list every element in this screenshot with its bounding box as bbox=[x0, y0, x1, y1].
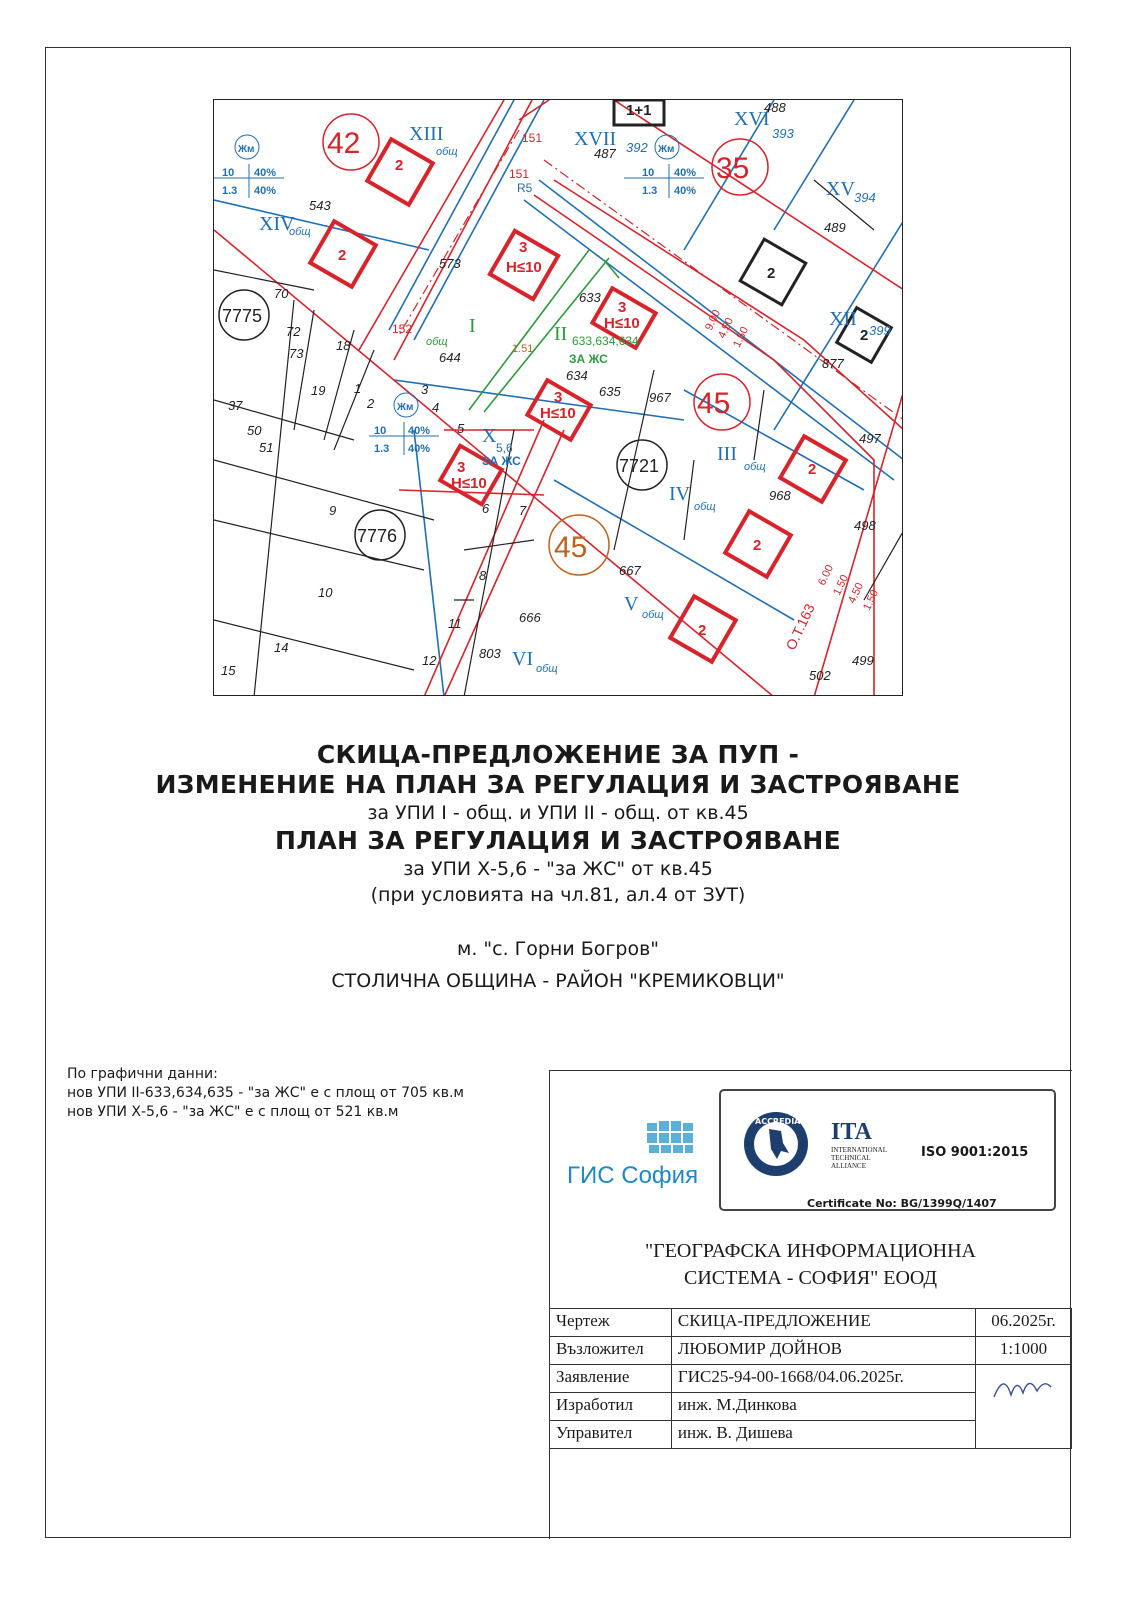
svg-text:633,634,634: 633,634,634 bbox=[572, 334, 639, 348]
svg-text:общ: общ bbox=[426, 336, 448, 348]
svg-text:399: 399 bbox=[869, 323, 891, 338]
company-name: "ГЕОГРАФСКА ИНФОРМАЦИОННА СИСТЕМА - СОФИЯ" ЕООД bbox=[644, 1240, 976, 1289]
svg-text:9.00: 9.00 bbox=[703, 307, 724, 333]
svg-text:5: 5 bbox=[457, 421, 465, 436]
svg-text:3: 3 bbox=[421, 382, 429, 397]
drawing-title-block bbox=[549, 1070, 1072, 1539]
svg-text:1.50: 1.50 bbox=[731, 324, 752, 350]
svg-text:667: 667 bbox=[619, 563, 641, 578]
drawing-info-table bbox=[549, 1308, 1072, 1449]
svg-text:общ: общ bbox=[744, 461, 766, 473]
svg-text:общ: общ bbox=[694, 501, 716, 513]
svg-text:Н≤10: Н≤10 bbox=[451, 475, 487, 492]
upi-vi: VI bbox=[512, 648, 534, 670]
prepared-label: Изработил bbox=[550, 1393, 672, 1421]
svg-text:Жм: Жм bbox=[658, 144, 675, 155]
svg-text:12: 12 bbox=[422, 653, 437, 668]
grid-globe-icon bbox=[647, 1121, 693, 1153]
svg-text:10: 10 bbox=[642, 167, 655, 179]
iso-label: ISO 9001:2015 bbox=[921, 1145, 1029, 1160]
zone-indicator-3 bbox=[369, 393, 439, 455]
accredia-seal-icon bbox=[741, 1109, 811, 1179]
svg-text:10: 10 bbox=[318, 585, 333, 600]
svg-text:11: 11 bbox=[448, 616, 462, 631]
upi-iv: IV bbox=[669, 483, 691, 505]
svg-text:3: 3 bbox=[457, 459, 466, 476]
certificate-number: Certificate No: BG/1399Q/1407 bbox=[807, 1197, 997, 1210]
drawing-label: Чертеж bbox=[550, 1309, 672, 1337]
svg-text:1.3: 1.3 bbox=[374, 443, 390, 455]
svg-text:635: 635 bbox=[599, 384, 621, 399]
svg-text:R5: R5 bbox=[517, 181, 533, 195]
svg-text:72: 72 bbox=[286, 324, 301, 339]
svg-text:1+1: 1+1 bbox=[626, 102, 652, 119]
svg-text:4: 4 bbox=[432, 400, 440, 415]
svg-text:499: 499 bbox=[852, 653, 874, 668]
svg-text:Жм: Жм bbox=[238, 144, 255, 155]
svg-text:877: 877 bbox=[822, 356, 844, 371]
svg-text:3: 3 bbox=[618, 299, 627, 316]
signature-icon bbox=[989, 1367, 1059, 1407]
svg-text:634: 634 bbox=[566, 368, 588, 383]
upi-xii: XII bbox=[829, 308, 857, 330]
svg-text:Жм: Жм bbox=[397, 402, 414, 413]
block-35: 35 bbox=[716, 152, 750, 185]
svg-text:10: 10 bbox=[222, 167, 235, 179]
upi-xiv: XIV bbox=[259, 213, 295, 235]
svg-text:70: 70 bbox=[274, 286, 289, 301]
graphic-data-line-2: нов УПИ Х-5,6 - "за ЖС" е с площ от 521 кв.м bbox=[67, 1104, 399, 1120]
svg-text:51: 51 bbox=[259, 440, 274, 455]
svg-text:502: 502 bbox=[809, 668, 831, 683]
title-line-1: СКИЦА-ПРЕДЛОЖЕНИЕ ЗА ПУП - bbox=[316, 740, 800, 769]
svg-text:394: 394 bbox=[854, 190, 876, 205]
svg-text:общ: общ bbox=[436, 146, 458, 158]
svg-text:2: 2 bbox=[395, 157, 404, 174]
client-label: Възложител bbox=[550, 1337, 672, 1365]
svg-text:489: 489 bbox=[824, 220, 846, 235]
svg-text:2: 2 bbox=[767, 265, 776, 282]
svg-text:6: 6 bbox=[482, 501, 490, 516]
manager-label: Управител bbox=[550, 1421, 672, 1449]
title-line-5: за УПИ Х-5,6 - "за ЖС" от кв.45 bbox=[403, 858, 713, 880]
svg-text:1.3: 1.3 bbox=[222, 185, 238, 197]
svg-text:9: 9 bbox=[329, 503, 337, 518]
svg-text:392: 392 bbox=[626, 140, 648, 155]
upi-i: I bbox=[469, 315, 476, 337]
svg-text:2: 2 bbox=[808, 461, 817, 478]
signature-cell bbox=[976, 1365, 1072, 1449]
drawing-scale: 1:1000 bbox=[976, 1337, 1072, 1365]
svg-text:2: 2 bbox=[367, 396, 375, 411]
title-line-4: ПЛАН ЗА РЕГУЛАЦИЯ И ЗАСТРОЯВАНЕ bbox=[275, 826, 841, 855]
svg-text:393: 393 bbox=[772, 126, 794, 141]
svg-text:40%: 40% bbox=[408, 425, 431, 437]
svg-text:803: 803 bbox=[479, 646, 501, 661]
svg-text:8: 8 bbox=[479, 568, 487, 583]
block-42: 42 bbox=[327, 127, 361, 160]
zone-7775: 7775 bbox=[222, 306, 263, 326]
svg-text:3: 3 bbox=[519, 239, 528, 256]
svg-text:10: 10 bbox=[374, 425, 387, 437]
svg-text:общ: общ bbox=[289, 226, 311, 238]
svg-text:18: 18 bbox=[336, 338, 351, 353]
svg-text:1.50: 1.50 bbox=[861, 587, 882, 613]
upi-xvi: XVI bbox=[734, 108, 770, 130]
zone-7721: 7721 bbox=[619, 456, 660, 476]
cadastral-map bbox=[213, 99, 903, 696]
client-value: ЛЮБОМИР ДОЙНОВ bbox=[671, 1337, 975, 1365]
upi-v: V bbox=[624, 593, 639, 615]
svg-text:644: 644 bbox=[439, 350, 461, 365]
svg-text:40%: 40% bbox=[254, 167, 277, 179]
svg-text:ЗА ЖС: ЗА ЖС bbox=[569, 352, 608, 366]
svg-text:7: 7 bbox=[519, 503, 527, 518]
svg-text:5,6: 5,6 bbox=[496, 441, 513, 455]
svg-text:4.50: 4.50 bbox=[846, 580, 867, 606]
svg-text:151: 151 bbox=[509, 167, 530, 181]
svg-text:2: 2 bbox=[698, 622, 707, 639]
svg-text:968: 968 bbox=[769, 488, 791, 503]
svg-text:543: 543 bbox=[309, 198, 331, 213]
drawing-date: 06.2025г. bbox=[976, 1309, 1072, 1337]
svg-text:1.3: 1.3 bbox=[642, 185, 658, 197]
svg-text:Н≤10: Н≤10 bbox=[506, 259, 542, 276]
svg-text:40%: 40% bbox=[674, 185, 697, 197]
zone-7776: 7776 bbox=[357, 526, 398, 546]
manager-value: инж. В. Дишева bbox=[671, 1421, 975, 1449]
svg-text:1.50: 1.50 bbox=[831, 572, 852, 598]
svg-text:633: 633 bbox=[579, 290, 601, 305]
svg-text:487: 487 bbox=[594, 146, 616, 161]
title-line-6: (при условията на чл.81, ал.4 от ЗУТ) bbox=[370, 884, 746, 906]
svg-text:50: 50 bbox=[247, 423, 262, 438]
prepared-value: инж. М.Динкова bbox=[671, 1393, 975, 1421]
svg-text:1.51: 1.51 bbox=[512, 343, 534, 355]
svg-text:40%: 40% bbox=[408, 443, 431, 455]
svg-text:2: 2 bbox=[860, 327, 869, 344]
svg-text:Н≤10: Н≤10 bbox=[540, 405, 576, 422]
svg-text:573: 573 bbox=[439, 256, 461, 271]
svg-text:О.Т.163: О.Т.163 bbox=[782, 601, 818, 653]
graphic-data-line-1: нов УПИ II-633,634,635 - "за ЖС" е с площ от 705 кв.м bbox=[67, 1085, 464, 1101]
svg-text:3: 3 bbox=[554, 389, 563, 406]
svg-text:общ: общ bbox=[536, 663, 558, 675]
block-circles bbox=[219, 114, 768, 575]
title-block-text bbox=[45, 740, 1071, 994]
upi-xv: XV bbox=[826, 178, 855, 200]
svg-text:40%: 40% bbox=[674, 167, 697, 179]
svg-text:4.50: 4.50 bbox=[716, 315, 737, 341]
svg-text:Н≤10: Н≤10 bbox=[604, 315, 640, 332]
upi-ii: II bbox=[554, 323, 568, 345]
svg-text:19: 19 bbox=[311, 383, 326, 398]
svg-text:общ: общ bbox=[642, 609, 664, 621]
certificate-box bbox=[719, 1089, 1056, 1211]
svg-text:1: 1 bbox=[354, 381, 362, 396]
svg-text:40%: 40% bbox=[254, 185, 277, 197]
svg-text:152: 152 bbox=[392, 322, 413, 336]
svg-text:497: 497 bbox=[859, 431, 881, 446]
svg-text:488: 488 bbox=[764, 100, 786, 115]
upi-x: X bbox=[482, 425, 497, 447]
zone-indicator-1 bbox=[214, 135, 284, 198]
gis-sofia-logo bbox=[567, 1105, 707, 1195]
application-value: ГИС25-94-00-1668/04.06.2025г. bbox=[671, 1365, 975, 1393]
upi-iii: III bbox=[717, 443, 737, 465]
drawing-value: СКИЦА-ПРЕДЛОЖЕНИЕ bbox=[671, 1309, 975, 1337]
block-45-red: 45 bbox=[697, 387, 731, 420]
upi-xiii: XIII bbox=[409, 123, 444, 145]
svg-text:151: 151 bbox=[522, 131, 543, 145]
svg-text:15: 15 bbox=[221, 663, 236, 678]
application-label: Заявление bbox=[550, 1365, 672, 1393]
locality: м. "с. Горни Богров" bbox=[456, 938, 660, 960]
svg-text:ЗА ЖС: ЗА ЖС bbox=[482, 454, 521, 468]
upi-xvii: XVII bbox=[574, 128, 617, 150]
building-labels bbox=[338, 102, 868, 639]
graphic-data-notes bbox=[67, 1065, 464, 1122]
municipality: СТОЛИЧНА ОБЩИНА - РАЙОН "КРЕМИКОВЦИ" bbox=[331, 970, 785, 992]
svg-text:967: 967 bbox=[649, 390, 671, 405]
buildings bbox=[310, 139, 846, 662]
svg-text:6.00: 6.00 bbox=[816, 562, 837, 588]
svg-text:ГИС София: ГИС София bbox=[567, 1162, 699, 1189]
title-line-3: за УПИ I - общ. и УПИ II - общ. от кв.45 bbox=[367, 802, 749, 824]
svg-text:73: 73 bbox=[289, 346, 304, 361]
ita-logo: ITA INTERNATIONAL TECHNICAL ALLIANCE bbox=[831, 1119, 887, 1170]
title-line-2: ИЗМЕНЕНИЕ НА ПЛАН ЗА РЕГУЛАЦИЯ И ЗАСТРОЯВАНЕ bbox=[155, 770, 961, 799]
svg-text:666: 666 bbox=[519, 610, 541, 625]
svg-text:14: 14 bbox=[274, 640, 289, 655]
svg-text:498: 498 bbox=[854, 518, 876, 533]
svg-text:ACCREDIA: ACCREDIA bbox=[755, 1117, 801, 1126]
graphic-data-heading: По графични данни: bbox=[67, 1066, 218, 1082]
svg-text:37: 37 bbox=[228, 398, 243, 413]
svg-text:2: 2 bbox=[753, 537, 762, 554]
svg-text:2: 2 bbox=[338, 247, 347, 264]
block-45-orange: 45 bbox=[554, 531, 588, 564]
